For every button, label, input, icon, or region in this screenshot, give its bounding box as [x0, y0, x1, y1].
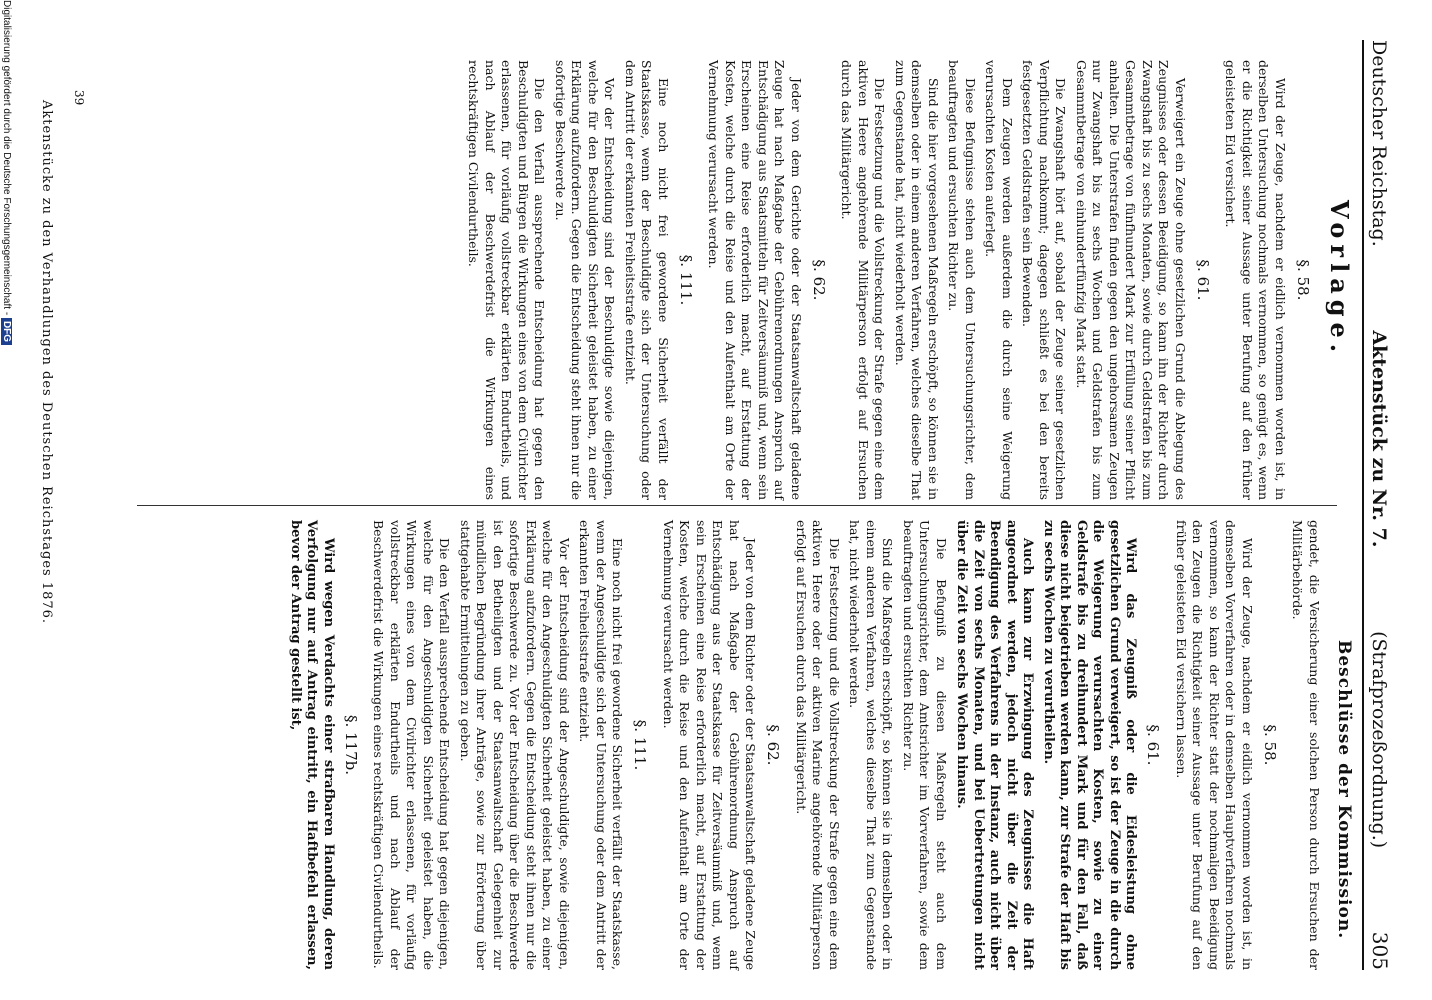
- section-paragraph: Eine noch nicht frei gewordene Sicherheit verfällt der Staatskasse, wenn der Beschuldigte sich der Untersuchung oder dem Antritt der erkannten Freiheitsstrafe entzieht.: [623, 60, 671, 500]
- right-column-intro: gendet, die Versicherung einer solchen Person durch Ersuchen der Militärbehörde.: [1290, 520, 1322, 970]
- page-number: 305: [1368, 931, 1392, 970]
- section-paragraph: Auch kann zur Erzwingung des Zeugnisses die Haft angeordnet werden, jedoch nicht über die Zeit der Beendigung des Verfahrens in der Instanz, auch nicht über die Zeit von sechs Monaten, und bei Uebertretungen nicht über die Zeit von sechs Wochen hinaus.: [954, 520, 1036, 970]
- digitization-note: [0, 0, 12, 1000]
- left-column: [461, 60, 1322, 500]
- section-paragraph: Wird das Zeugniß oder die Eidesleistung ohne gesetzlichen Grund verweigert, so ist der Zeuge in die durch die Weigerung verursachten Kosten, sowie zu einer Geldstrafe bis zu dreihundert Mark und für den Fall, daß diese nicht beigetrieben werden kann, zur Strafe der Haft bis zu sechs Wochen zu verurtheilen.: [1041, 520, 1139, 970]
- section-paragraph: Wird der Zeuge, nachdem er eidlich vernommen worden ist, in demselben Vorverfahren oder in demselben Hauptverfahren nochmals vernommen, so kann der Richter statt der nochmaligen Beeidigung den Zeugen die Richtigkeit seiner Aussage unter Berufung auf den früher geleisteten Eid versichern lassen.: [1174, 520, 1255, 970]
- section-paragraph: Die den Verfall aussprechende Entscheidung hat gegen diejenigen, welche für den Angeschuldigten Sicherheit geleistet haben, die Wirkungen eines von dem Civilrichter erlassenen, für vorläufig vollstreckbar erklärten Endurtheils und nach Ablauf der Beschwerdefrist die Wirkungen eines rechtskräftigen Civilendurtheils.: [371, 520, 453, 970]
- section-title: §. 111.: [677, 254, 695, 306]
- section-paragraph: Die Festsetzung und die Vollstreckung der Strafe gegen eine dem aktiven Heere oder der aktiven Marine angehörende Militärperson erfolgt auf Ersuchen durch das Militärgericht.: [794, 520, 842, 970]
- section-paragraph: Sind die hier vorgesehenen Maßregeln erschöpft, so können sie in demselben oder in einem anderen Verfahren, welches dieselbe That zum Gegenstande hat, nicht wiederholt werden.: [893, 60, 941, 500]
- footer-source: Aktenstücke zu den Verhandlungen des Deutschen Reichstages 1876.: [39, 100, 54, 625]
- column-divider: [137, 505, 1337, 506]
- left-column-heading: Vorlage.: [1325, 200, 1354, 359]
- section-paragraph: Die Befugniß zu diesen Maßregeln steht auch dem Untersuchungsrichter, dem Amtsrichter im Vorverfahren, sowie dem beauftragten und ersuchten Richter zu.: [901, 520, 949, 970]
- section-paragraph: Wird wegen Verdachts einer strafbaren Handlung, deren Verfolgung nur auf Antrag eintritt, ein Haftbefehl erlassen, bevor der Antrag gestellt ist,: [288, 520, 336, 970]
- header-left: Deutscher Reichstag.: [1368, 40, 1390, 247]
- section-paragraph: Sind die Maßregeln erschöpft, so können sie in demselben oder in einem anderen Verfahren, welches dieselbe That zum Gegenstande hat, nicht wiederholt werden.: [847, 520, 896, 970]
- right-column: [283, 520, 1323, 970]
- section-title: §. 117b.: [342, 714, 360, 776]
- section-paragraph: Vor der Entscheidung sind der Beschuldigte sowie diejenigen, welche für den Beschuldigten Sicherheit geleistet haben, zu einer Erklärung aufzufordern. Gegen die Entscheidung steht ihnen nur die sofortige Beschwerde zu.: [553, 60, 618, 500]
- section-paragraph: Die Festsetzung und die Vollstreckung der Strafe gegen eine dem aktiven Heere angehörende Militärperson erfolgt auf Ersuchen durch das Militärgericht.: [839, 60, 888, 500]
- section-paragraph: Dem Zeugen werden außerdem die durch seine Weigerung verursachten Kosten auferlegt.: [983, 60, 1015, 500]
- right-column-heading: Beschlüsse der Kommission.: [1334, 640, 1354, 940]
- section-title: §. 58.: [1261, 724, 1279, 766]
- dfg-logo: DFG: [1, 318, 12, 345]
- section-title: §. 62.: [810, 259, 828, 301]
- footer-page-mark: 39: [72, 90, 86, 106]
- section-title: §. 111.: [631, 719, 650, 771]
- header-right: (Strafprozeßordnung.): [1368, 631, 1390, 849]
- section-paragraph: Verweigert ein Zeuge ohne gesetzlichen Grund die Ablegung des Zeugnisses oder dessen Beeidigung, so kann ihn der Richter durch Zwangshaft bis zu sechs Monaten, sowie durch Geldstrafen bis zum Gesammtbetrage von fünfhundert Mark zur Erfüllung seiner Pflicht anhalten. Die Unterstrafen finden gegen den ungehorsamen Zeugen nur Zwangshaft bis zu sechs Wochen und Geldstrafen bis zum Gesammtbetrage von einhundertfünfzig Mark statt.: [1074, 60, 1188, 500]
- digitization-text: Digitalisierung gefördert durch die Deutsche Forschungsgemeinschaft -: [1, 0, 12, 316]
- section-paragraph: Vor der Entscheidung sind der Angeschuldigte, sowie diejenigen, welche für den Angeschuldigten Sicherheit geleistet haben, zu einer Erklärung aufzufordern. Gegen die Entscheidung steht ihnen nur die sofortige Beschwerde zu. Vor der Entscheidung über die Beschwerde ist den Betheiligten und der Staatsanwaltschaft Gelegenheit zur mündlichen Begründung ihrer Anträge, sowie zur Erörterung über stattgehabte Ermittelungen zu geben.: [458, 520, 572, 970]
- header-center: Aktenstück zu Nr. 7.: [1368, 330, 1390, 548]
- section-paragraph: Jeder von dem Richter oder der Staatsanwaltschaft geladene Zeuge hat nach Maßgabe der Gebührenordnung Anspruch auf Entschädigung aus der Staatskasse für Zeitversäumniß und, wenn sein Erscheinen eine Reise erforderlich macht, auf Erstattung der Kosten, welche durch die Reise und den Aufenthalt am Orte der Vernehmung verursacht werden.: [661, 520, 759, 970]
- section-paragraph: Eine noch nicht frei gewordene Sicherheit verfällt der Staatskasse, wenn der Angeschuldigte sich der Untersuchung oder dem Antritt der erkannten Freiheitsstrafe entzieht.: [577, 520, 626, 970]
- page-header: [1362, 40, 1402, 970]
- section-paragraph: Die Zwangshaft hört auf, sobald der Zeuge seiner gesetzlichen Verpflichtung nachkommt; dagegen schließt es bei den bereits festgesetzten Geldstrafen sein Bewenden.: [1020, 60, 1069, 500]
- section-paragraph: Diese Befugnisse stehen auch dem Untersuchungsrichter, dem beauftragten und ersuchten Richter zu.: [946, 60, 978, 500]
- section-paragraph: Wird der Zeuge, nachdem er eidlich vernommen worden ist, in derselben Untersuchung nochmals vernommen, so genügt es, wenn er die Richtigkeit seiner Aussage unter Berufung auf den früher geleisteten Eid versichert.: [1223, 60, 1288, 500]
- section-title: §. 61.: [1144, 724, 1163, 766]
- section-title: §. 62.: [764, 724, 783, 766]
- section-paragraph: Jeder von dem Gerichte oder der Staatsanwaltschaft geladene Zeuge hat nach Maßgabe der Gebührenordnungen Anspruch auf Entschädigung aus Staatsmitteln für Zeitversäumniß und, wenn sein Erscheinen eine Reise erforderlich macht, auf Erstattung der Kosten, welche durch die Reise und den Aufenthalt am Orte der Vernehmung verursacht werden.: [706, 60, 804, 500]
- section-paragraph: Die den Verfall aussprechende Entscheidung hat gegen den Beschuldigten und Bürgen die Wirkungen eines von dem Civilrichter erlassenen, für vorläufig vollstreckbar erklärten Endurtheils, und nach Ablauf der Beschwerdefrist die Wirkungen eines rechtskräftigen Civilendurtheils.: [466, 60, 548, 500]
- section-title: §. 61.: [1194, 259, 1212, 301]
- section-title: §. 58.: [1294, 259, 1312, 301]
